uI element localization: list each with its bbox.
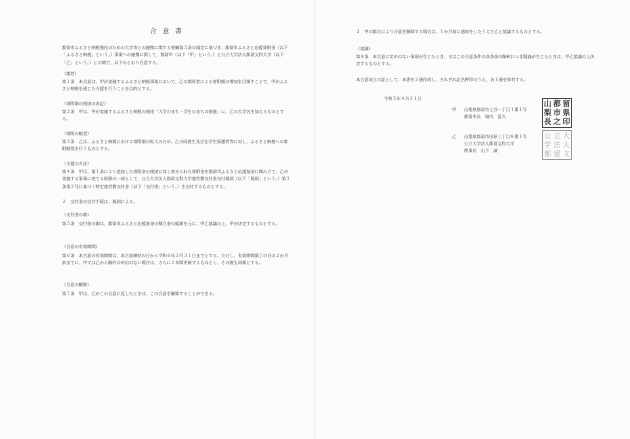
seal-char: 印 xyxy=(562,117,571,127)
article-3-heading: （寄附の勧奨） xyxy=(62,131,92,136)
article-7-paragraph-2: ２ 甲の都合により合意を解除する場合は、１か月前に通知をしたうえで乙と協議するものとする。 xyxy=(356,29,545,34)
seal-char: 之 xyxy=(553,117,561,127)
seal-char: 立 xyxy=(553,131,561,140)
party-a-seal xyxy=(542,98,572,128)
party-b-address: 山梨県都留市田原三丁目８番１号 xyxy=(464,134,527,139)
article-1-heading: （趣旨） xyxy=(62,71,79,76)
article-3: 第３条 乙は、ふるさと納税における寄附額の拡大のため、乙の同窓生及び在学生保護者等に対し、ふるさと納税への寄附勧奨を行うものとする。 xyxy=(62,139,288,152)
seal-char: 文 xyxy=(562,150,570,159)
agreement-date: 令和５年４月２１日 xyxy=(384,96,422,101)
page-fold xyxy=(314,0,316,439)
closing-statement: 本合意成立の証として、本書を２通作成し、それぞれ記名押印のうえ、各１通を保有する。 xyxy=(356,77,528,82)
seal-char: 梨 xyxy=(543,107,552,117)
article-4: 第４条 甲は、第１条により追加した寄附金の使途に対し寄せられた寄附金を都留市ふるさと応援基金に積み立て、乙が実施する事業に充てる財源の一部として、公立大学法人都留文科大学運営費交付金交付規則（以下「規則」という。）第３条第２号に基づく特定運営費交付金（以下「交付金」という。）を交付するものとする。 xyxy=(62,169,291,189)
intro-paragraph: 都留市ふるさと納税強化のための大学等との連携に関する要綱第５条の規定に基づき、都留市ふるさと応援寄附金（以下「ふるさと納税」という。）事業への連携に関して、都留市（以下「甲」という。）と公立大学法人都留文科大学（以下「乙」という。）との間で、以下のとおり合意する。 xyxy=(62,45,288,65)
party-a-mark: 甲 xyxy=(452,107,457,112)
article-6: 第６条 本合意の有効期間は、本合意締結の日から令和６年３月３１日までとする。ただし、有効期間満了の日の２か月前までに、甲又は乙から解約の申出のない場合は、さらに１年間更新するものとし、その後も同様とする。 xyxy=(62,253,289,266)
article-5-heading: （交付金の額） xyxy=(62,212,92,217)
seal-char: 留 xyxy=(562,98,571,108)
party-b-signatory: 理事長 山下 誠 xyxy=(464,148,498,153)
article-6-heading: （合意の有効期間） xyxy=(62,244,100,249)
document-title: 合 意 書 xyxy=(150,27,184,35)
seal-char: 都 xyxy=(544,150,552,159)
party-a-address: 山梨県都留市上谷一丁目１番１号 xyxy=(464,107,527,112)
party-a-signatory: 都留市長 堀内 富久 xyxy=(464,114,506,119)
seal-char: 都 xyxy=(553,98,561,108)
seal-char: 県 xyxy=(562,107,571,117)
article-4-heading: （支援の方法） xyxy=(62,161,92,166)
seal-char: 法 xyxy=(553,140,561,149)
seal-char: 学 xyxy=(544,140,552,149)
article-4-paragraph-2: ２ 交付金の交付手続は、規則による。 xyxy=(62,199,138,204)
article-1: 第１条 本合意は、甲が実施するふるさと納税事業において、乙の関係者による寄附額の増加を目指すことで、甲がふるさと納税を通じた支援を行うことを目的とする。 xyxy=(62,79,288,92)
seal-char: 大 xyxy=(562,131,570,140)
party-b-organization: 公立大学法人都留文科大学 xyxy=(464,141,515,146)
article-8: 第８条 本合意に定めのない事項が生じたとき、又はこの合意条件の各条項の解釈につき疑義が生じたときは、甲乙協議の上決定するものとする。 xyxy=(356,54,595,67)
article-2: 第２条 甲は、甲が実施するふるさと納税の使途「大学のまち・学生のまちの推進」に、乙の大学名を加えるものとする。 xyxy=(62,109,284,122)
party-b-seal xyxy=(542,130,572,160)
seal-char: 公 xyxy=(544,131,552,140)
article-5: 第５条 交付金の額は、都留市ふるさと応援基金の積立金の総額を元に、甲乙協議の上、甲が決定するものとする。 xyxy=(62,221,280,226)
seal-char: 山 xyxy=(543,98,552,108)
article-2-heading: （寄附額の使途の表記） xyxy=(62,101,109,106)
seal-char: 市 xyxy=(553,107,561,117)
article-7-heading: （合意の解除） xyxy=(62,282,92,287)
seal-char: 長 xyxy=(543,117,552,127)
seal-char: 人 xyxy=(562,140,570,149)
party-b-mark: 乙 xyxy=(452,134,457,139)
article-8-heading: （協議） xyxy=(356,46,373,51)
article-7: 第７条 甲は、乙がこの合意に反したときは、この合意を解除することができる。 xyxy=(62,291,217,296)
seal-char: 留 xyxy=(553,150,561,159)
